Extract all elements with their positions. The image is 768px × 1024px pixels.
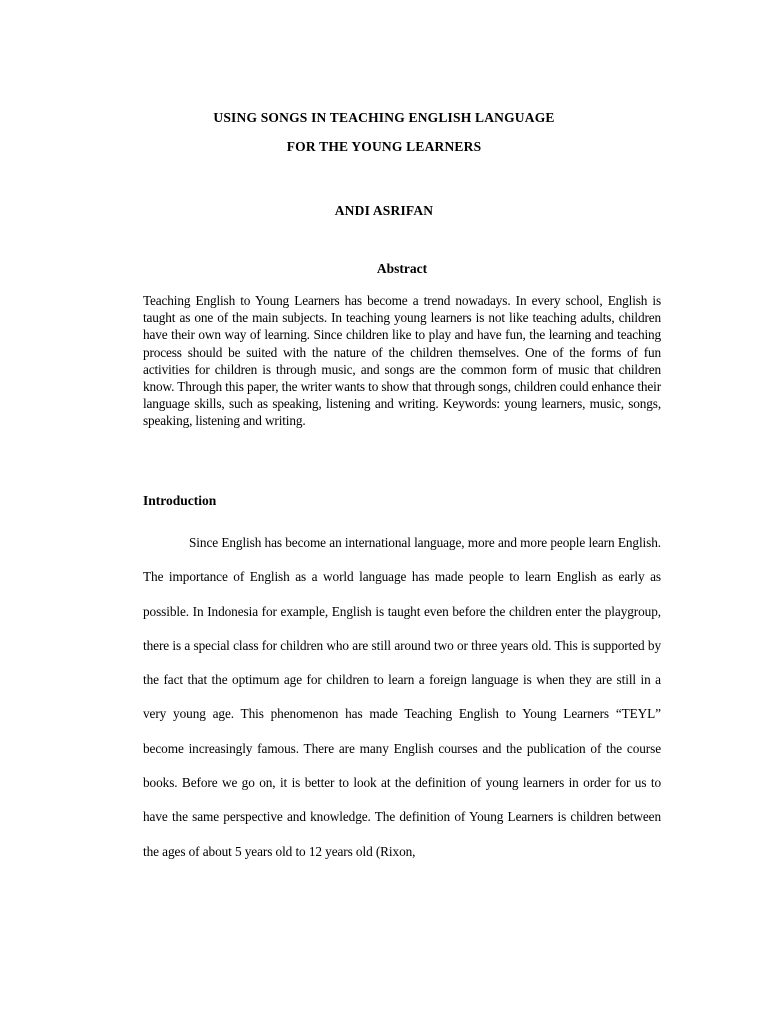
- paper-title-line-2: FOR THE YOUNG LEARNERS: [286, 139, 482, 154]
- paper-title-line-1: USING SONGS IN TEACHING ENGLISH LANGUAGE: [213, 110, 555, 125]
- introduction-heading: Introduction: [143, 493, 217, 508]
- abstract-heading: Abstract: [376, 261, 428, 276]
- abstract-text: Teaching English to Young Learners has become a trend nowadays. In every school, English is taught as one of the main subjects. In teaching young learners is not like teaching adults, children have their own way of learning. Since children like to play and have fun, the learning and teaching process should be suited with the nature of the children themselves. One of the forms of fun activities for children is through music, and songs are the common form of music that children know. Through this paper, the writer wants to show that through songs, children could enhance their language skills, such as speaking, listening and writing. Keywords: young learners, music, songs, speaking, listening and writing.: [143, 293, 661, 429]
- introduction-paragraph: Since English has become an international language, more and more people learn English. The importance of English as a world language has made people to learn English as early as possible. In Indonesia for example, English is taught even before the children enter the playgroup, there is a special class for children who are still around two or three years old. This is supported by the fact that the optimum age for children to learn a foreign language is when they are still in a very young age. This phenomenon has made Teaching English to Young Learners “TEYL” become increasingly famous. There are many English courses and the publication of the course books. Before we go on, it is better to look at the definition of young learners in order for us to have the same perspective and knowledge. The definition of Young Learners is children between the ages of about 5 years old to 12 years old (Rixon,: [143, 535, 661, 859]
- author-name: ANDI ASRIFAN: [334, 203, 434, 218]
